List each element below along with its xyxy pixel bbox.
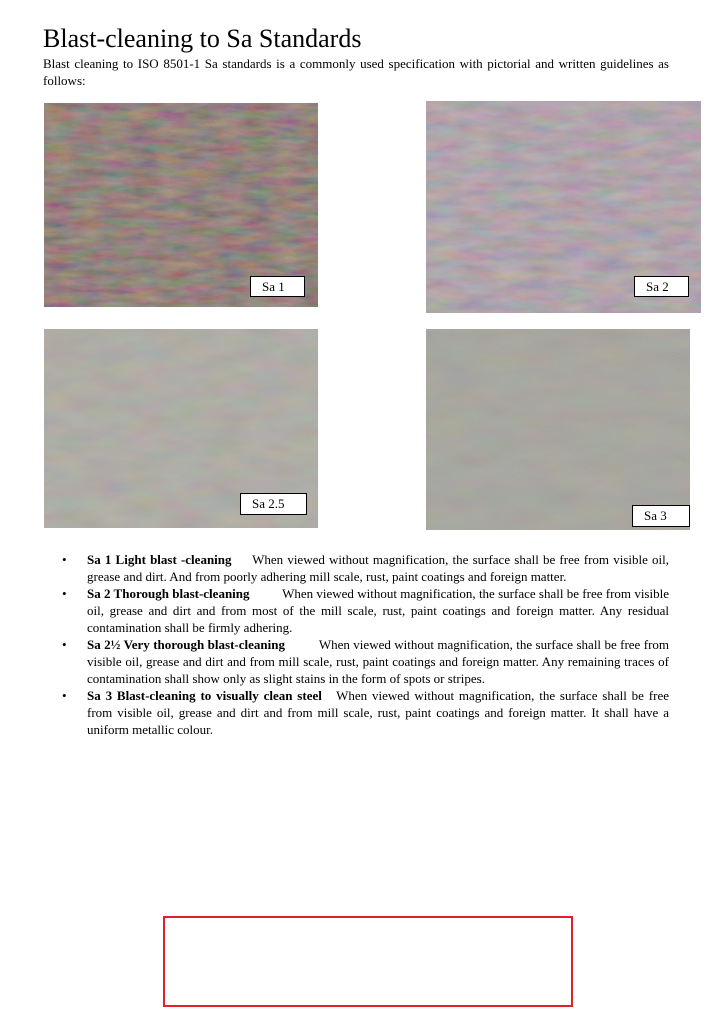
standard-description: When viewed without magnification, the surface shall be free from visible oil, grease and dirt and from mill scale, rust, paint coatings and foreign matter. Any remaining traces of contamination shall show only as slight stains in the form of spots or stripes. [87, 637, 670, 686]
bullet-icon: • [62, 552, 67, 567]
standard-description: When viewed without magnification, the surface shall be free from visible oil, grease and dirt. And from poorly adhering mill scale, rust, paint coatings and foreign matter. [87, 552, 670, 584]
standard-description: When viewed without magnification, the surface shall be free from visible oil, grease and dirt and from mill scale, rust, paint coatings and foreign matter. It shall have a uniform metallic colour. [87, 688, 669, 737]
list-item [43, 585, 669, 636]
photo-sa3-surface [426, 329, 690, 530]
standard-term: Sa 2 Thorough blast-cleaning [87, 586, 250, 601]
bullet-icon: • [62, 637, 67, 652]
standard-term: Sa 2½ Very thorough blast-cleaning [87, 637, 285, 652]
photo-sa25-label: Sa 2.5 [240, 493, 307, 515]
list-item [43, 687, 669, 738]
standard-description: When viewed without magnification, the surface shall be free from visible oil, grease and dirt and from most of the mill scale, rust, paint coatings and foreign matter. Any residual contamination shall be firmly adhering. [87, 586, 669, 635]
photo-sa2-label: Sa 2 [634, 276, 689, 297]
standard-term: Sa 3 Blast-cleaning to visually clean steel [87, 688, 322, 703]
intro-paragraph: Blast cleaning to ISO 8501-1 Sa standards is a commonly used specification with pictorial and written guidelines as follows: [43, 56, 669, 88]
standards-list [43, 551, 669, 738]
bullet-icon: • [62, 586, 67, 601]
photo-sa1-label: Sa 1 [250, 276, 305, 297]
list-item [43, 636, 669, 687]
standard-term: Sa 1 Light blast -cleaning [87, 552, 232, 567]
photo-sa3-label: Sa 3 [632, 505, 690, 527]
page-title: Blast-cleaning to Sa Standards [43, 24, 362, 53]
list-item [43, 551, 669, 585]
footer-red-box [163, 916, 573, 1007]
bullet-icon: • [62, 688, 67, 703]
